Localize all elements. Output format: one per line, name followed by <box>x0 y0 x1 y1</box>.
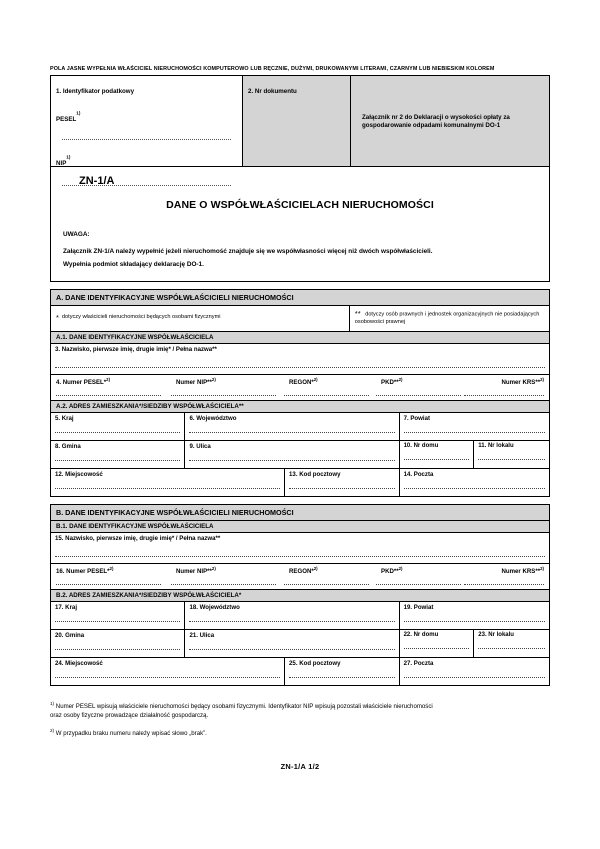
form-title: DANE O WSPÓŁWŁAŚCICIELACH NIERUCHOMOŚCI <box>166 199 434 212</box>
field-12-input[interactable] <box>55 487 280 489</box>
uwaga-line-1: Załącznik ZN-1/A należy wypełnić jeżeli nieruchomość znajduje się we współwłasności więcej niż dwóch współwłaścicieli. <box>63 248 433 256</box>
field-5-input[interactable] <box>55 431 180 433</box>
footnote-2-mark: 2) <box>50 728 55 734</box>
field-4-regon-input[interactable] <box>284 394 369 396</box>
field-5-cell <box>51 413 185 440</box>
field-23-cell <box>474 630 549 657</box>
field-11-cell <box>474 441 549 468</box>
field-16-nip-label: Numer NIP**$^{2)}$ <box>176 565 216 575</box>
field-13-input[interactable] <box>289 487 395 489</box>
field-17-cell <box>51 602 185 629</box>
row-fields-24-27 <box>50 658 550 686</box>
row-fields-5-7 <box>50 413 550 441</box>
field-16-krs-label: Numer KRS**$^{2)}$ <box>501 565 544 575</box>
legend-double-star <box>350 306 549 331</box>
attachment-note-text: Załącznik nr 2 do Deklaracji o wysokości opłaty za gospodarowanie odpadami komunalnymi DO-1 <box>362 113 510 129</box>
footnote-2-text: W przypadku braku numeru należy wpisać słowo „brak”. <box>55 730 207 738</box>
field-17-input[interactable] <box>55 620 180 622</box>
field-16-regon-input[interactable] <box>284 583 369 585</box>
footnotes-block <box>50 700 550 739</box>
row-field-16-identifiers <box>50 564 550 590</box>
field-19-input[interactable] <box>404 620 545 622</box>
field-4-pkd-label: PKD**$^{2)}$ <box>381 376 403 386</box>
field-10-input[interactable] <box>404 458 470 460</box>
field-14-cell <box>400 469 549 496</box>
field-16-pesel-input[interactable] <box>56 583 161 585</box>
field-25-label: 25. Kod pocztowy <box>289 659 341 667</box>
field-25-input[interactable] <box>289 676 395 678</box>
field-15-input[interactable] <box>55 555 545 557</box>
field-1-label: 1. Identyfikator podatkowy <box>56 88 135 96</box>
field-4-pesel-input[interactable] <box>56 394 161 396</box>
page-footer: ZN-1/A 1/2 <box>280 762 320 771</box>
field-16-pkd-label: PKD**$^{2)}$ <box>381 565 403 575</box>
field-8-input[interactable] <box>55 459 180 461</box>
field-4-label: 4. Numer PESEL*$^{2)}$ <box>56 376 111 386</box>
field-10-label: 10. Nr domu <box>403 442 439 449</box>
field-13-cell <box>285 469 400 496</box>
field-24-cell <box>51 658 285 685</box>
row-fields-12-14 <box>50 469 550 497</box>
nip-label: NIP <box>56 160 67 168</box>
field-27-cell <box>400 658 549 685</box>
field-24-label: 24. Miejscowość <box>55 659 103 667</box>
field-9-label: 9. Ulica <box>189 442 211 450</box>
section-b2-header: B.2. ADRES ZAMIESZKANIA*/SIEDZIBY WSPÓŁWŁAŚCICIELA* <box>50 590 550 602</box>
field-22-cell <box>400 630 475 657</box>
field-9-input[interactable] <box>189 459 394 461</box>
field-22-input[interactable] <box>404 647 470 649</box>
attachment-note-cell <box>351 76 549 166</box>
field-23-label: 23. Nr lokalu <box>478 631 514 638</box>
field-21-cell <box>185 630 399 657</box>
legend-single-star <box>51 306 350 331</box>
pesel-label-sup: 1) <box>76 111 81 117</box>
footnote-1-line-1: Numer PESEL wpisują właściciele nieruchomości będący osobami fizycznymi. Identyfikator NIP wpisują pozostali właściciele nieruchomości <box>55 702 433 710</box>
field-23-input[interactable] <box>478 647 545 649</box>
field-21-label: 21. Ulica <box>189 631 215 639</box>
field-8-label: 8. Gmina <box>55 442 81 450</box>
section-b1-header: B.1. DANE IDENTYFIKACYJNE WSPÓŁWŁAŚCICIELA <box>50 521 550 533</box>
double-star-text: dotyczy osób prawnych i jednostek organizacyjnych nie posiadających osobowości prawnej <box>354 311 540 325</box>
section-a-legend <box>50 306 550 332</box>
field-14-label: 14. Poczta <box>403 470 434 478</box>
field-27-label: 27. Poczta <box>403 659 434 667</box>
field-19-cell <box>400 602 549 629</box>
field-9-cell <box>185 441 399 468</box>
row-field-3 <box>50 344 550 375</box>
field-19-label: 19. Powiat <box>403 603 434 611</box>
field-7-input[interactable] <box>404 431 545 433</box>
field-10-cell <box>400 441 475 468</box>
field-2-label: 2. Nr dokumentu <box>248 88 297 96</box>
row-fields-8-11 <box>50 441 550 469</box>
field-4-krs-label: Numer KRS**$^{2)}$ <box>501 376 544 386</box>
field-16-pkd-input[interactable] <box>376 583 461 585</box>
field-4-nip-label: Numer NIP**$^{2)}$ <box>176 376 216 386</box>
field-6-input[interactable] <box>189 431 394 433</box>
nip-label-sup: 1) <box>66 155 71 161</box>
field-16-label: 16. Numer PESEL*$^{2)}$ <box>56 565 114 575</box>
field-21-input[interactable] <box>189 648 394 650</box>
field-27-input[interactable] <box>404 676 545 678</box>
section-a1-header: A.1. DANE IDENTYFIKACYJNE WSPÓŁWŁAŚCICIELA <box>50 332 550 344</box>
field-15-cell <box>51 533 549 563</box>
field-11-label: 11. Nr lokalu <box>478 442 514 449</box>
field-8-cell <box>51 441 185 468</box>
field-4-krs-input[interactable] <box>464 394 544 396</box>
footnote-1-mark: 1) <box>50 700 55 706</box>
field-20-input[interactable] <box>55 648 180 650</box>
field-20-label: 20. Gmina <box>55 631 85 639</box>
field-6-cell <box>185 413 399 440</box>
field-18-label: 18. Województwo <box>189 603 240 611</box>
row-field-15 <box>50 533 550 564</box>
double-star-mark: ** <box>354 308 361 318</box>
field-15-label: 15. Nazwisko, pierwsze imię, drugie imię* / Pełna nazwa** <box>55 534 221 542</box>
footnote-2 <box>50 727 550 739</box>
single-star-text: dotyczy właścicieli nieruchomości będących osobami fizycznymi <box>61 313 221 320</box>
instruction-note: POLA JASNE WYPEŁNIA WŁAŚCICIEL NIERUCHOMOŚCI KOMPUTEROWO LUB RĘCZNIE, DUŻYMI, DRUKOWANYMI LITERAMI, CZARNYM LUB NIEBIESKIM KOLOREM <box>50 66 495 72</box>
field-6-label: 6. Województwo <box>189 414 237 422</box>
field-4-regon-label: REGON*$^{2)}$ <box>289 376 318 386</box>
field-12-cell <box>51 469 285 496</box>
section-a2-header: A.2. ADRES ZAMIESZKANIA*/SIEDZIBY WSPÓŁWŁAŚCICIELA** <box>50 401 550 413</box>
header-block <box>50 75 550 167</box>
row-fields-17-19 <box>50 602 550 630</box>
taxpayer-id-cell <box>51 76 243 166</box>
field-3-cell <box>51 344 549 374</box>
footnote-1-line-2: oraz osoby fizyczne prowadzące działalność gospodarczą. <box>50 712 209 720</box>
single-star-mark: * <box>56 312 59 322</box>
uwaga-label: UWAGA: <box>63 231 90 239</box>
field-14-input[interactable] <box>404 487 545 489</box>
field-22-label: 22. Nr domu <box>403 631 439 638</box>
form-code: ZN-1/A <box>79 175 115 188</box>
pesel-label: PESEL <box>56 116 77 124</box>
footnote-1 <box>50 700 550 722</box>
uwaga-line-2: Wypełnia podmiot składający deklarację DO-1. <box>63 260 204 268</box>
field-16-krs-input[interactable] <box>464 583 544 585</box>
field-18-cell <box>185 602 399 629</box>
field-11-input[interactable] <box>478 458 545 460</box>
field-13-label: 13. Kod pocztowy <box>289 470 341 478</box>
field-24-input[interactable] <box>55 676 280 678</box>
field-4-pkd-input[interactable] <box>376 394 461 396</box>
field-12-label: 12. Miejscowość <box>55 470 103 478</box>
pesel-input[interactable] <box>62 138 231 140</box>
section-b-header: B. DANE IDENTYFIKACYJNE WSPÓŁWŁAŚCICIELI NIERUCHOMOŚCI <box>50 504 550 521</box>
field-7-label: 7. Powiat <box>403 414 431 422</box>
document-number-cell <box>243 76 351 166</box>
field-3-input[interactable] <box>55 366 545 368</box>
field-25-cell <box>285 658 400 685</box>
nip-input[interactable] <box>62 184 231 186</box>
field-7-cell <box>400 413 549 440</box>
row-field-4-identifiers <box>50 375 550 401</box>
field-16-nip-input[interactable] <box>171 583 276 585</box>
row-fields-20-23 <box>50 630 550 658</box>
field-3-label: 3. Nazwisko, pierwsze imię, drugie imię* / Pełna nazwa** <box>55 345 217 353</box>
field-4-nip-input[interactable] <box>171 394 276 396</box>
field-16-regon-label: REGON*$^{2)}$ <box>289 565 318 575</box>
field-20-cell <box>51 630 185 657</box>
field-17-label: 17. Kraj <box>55 603 78 611</box>
field-18-input[interactable] <box>189 620 394 622</box>
form-page <box>50 66 550 745</box>
field-5-label: 5. Kraj <box>55 414 74 422</box>
section-a-header: A. DANE IDENTYFIKACYJNE WSPÓŁWŁAŚCICIELI NIERUCHOMOŚCI <box>50 289 550 306</box>
